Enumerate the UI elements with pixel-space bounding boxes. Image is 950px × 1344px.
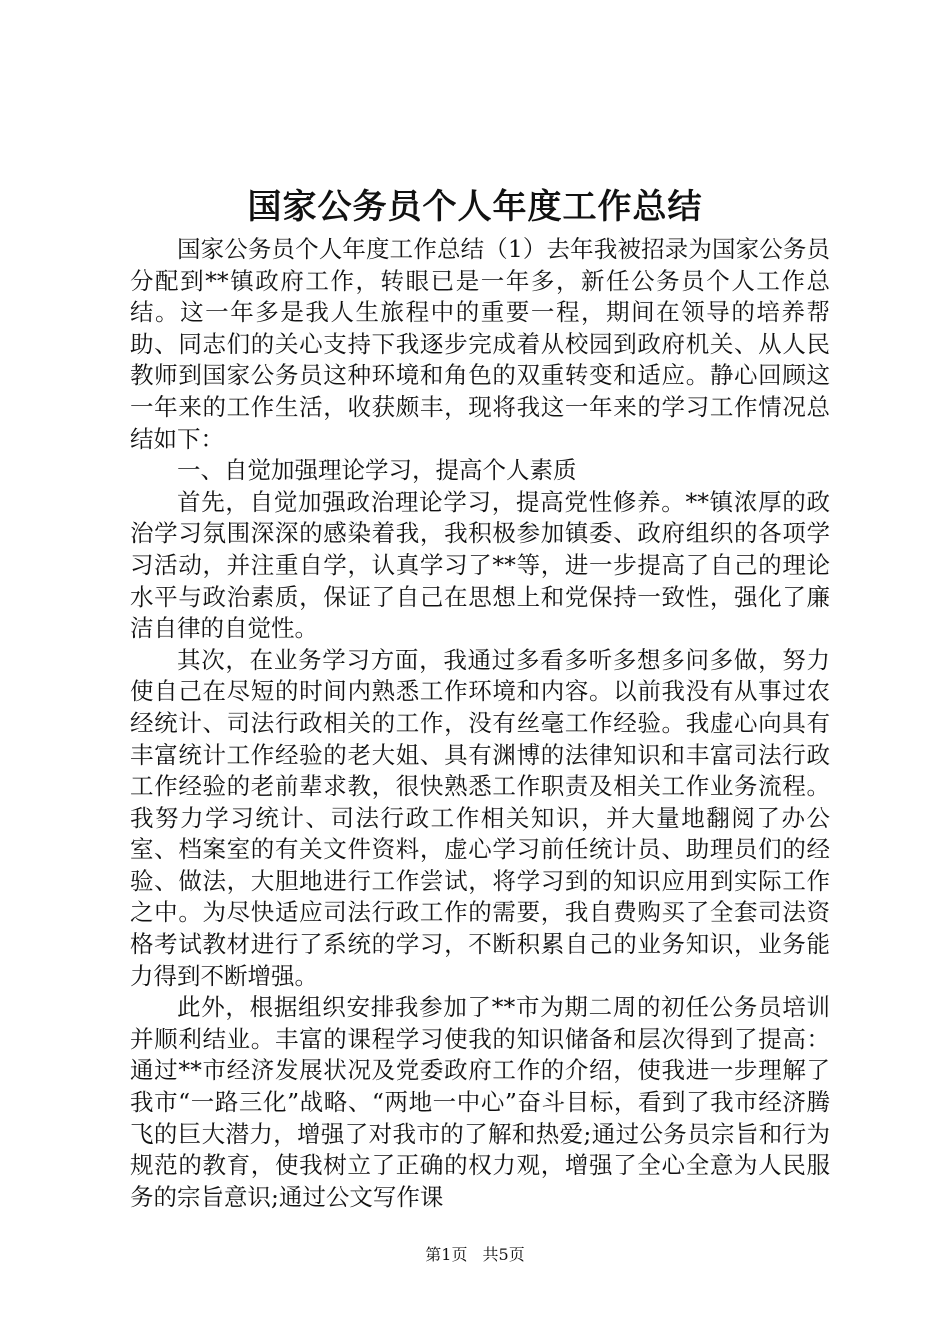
document-body [130,234,830,1213]
page-total: 共5页 [482,1245,525,1264]
section-heading: 一、自觉加强理论学习，提高个人素质 [177,456,577,485]
document-title: 国家公务员个人年度工作总结 [247,187,703,227]
paragraph-training: 此外，根据组织安排我参加了**市为期二周的初任公务员培训并顺利结业。丰富的课程学习使我的知识储备和层次得到了提高：通过**市经济发展状况及党委政府工作的介绍，使我进一步理解了我市“一路三化”战略、“两地一中心”奋斗目标，看到了我市经济腾飞的巨大潜力，增强了对我市的了解和热爱;通过公务员宗旨和行为规范的教育，使我树立了正确的权力观，增强了全心全意为人民服务的宗旨意识;通过公文写作课 [130,993,830,1211]
page-number: 第1页 [425,1245,468,1264]
paragraph-intro: 国家公务员个人年度工作总结（1）去年我被招录为国家公务员分配到**镇政府工作，转眼已是一年多，新任公务员个人工作总结。这一年多是我人生旅程中的重要一程，期间在领导的培养帮助、同志们的关心支持下我逐步完成着从校园到政府机关、从人民教师到国家公务员这种环境和角色的双重转变和适应。静心回顾这一年来的工作生活，收获颇丰，现将我这一年来的学习工作情况总结如下： [130,235,830,453]
page-footer [0,1244,950,1266]
paragraph-business-study: 其次，在业务学习方面，我通过多看多听多想多问多做，努力使自己在尽短的时间内熟悉工作环境和内容。以前我没有从事过农经统计、司法行政相关的工作，没有丝毫工作经验。我虚心向具有丰富统计工作经验的老大姐、具有渊博的法律知识和丰富司法行政工作经验的老前辈求教，很快熟悉工作职责及相关工作业务流程。我努力学习统计、司法行政工作相关知识，并大量地翻阅了办公室、档案室的有关文件资料，虚心学习前任统计员、助理员们的经验、做法，大胆地进行工作尝试，将学习到的知识应用到实际工作之中。为尽快适应司法行政工作的需要，我自费购买了全套司法资格考试教材进行了系统的学习，不断积累自己的业务知识，业务能力得到不断增强。 [130,645,830,990]
paragraph-political-study: 首先，自觉加强政治理论学习，提高党性修养。**镇浓厚的政治学习氛围深深的感染着我，我积极参加镇委、政府组织的各项学习活动，并注重自学，认真学习了**等，进一步提高了自己的理论水平与政治素质，保证了自己在思想上和党保持一致性，强化了廉洁自律的自觉性。 [130,487,830,643]
